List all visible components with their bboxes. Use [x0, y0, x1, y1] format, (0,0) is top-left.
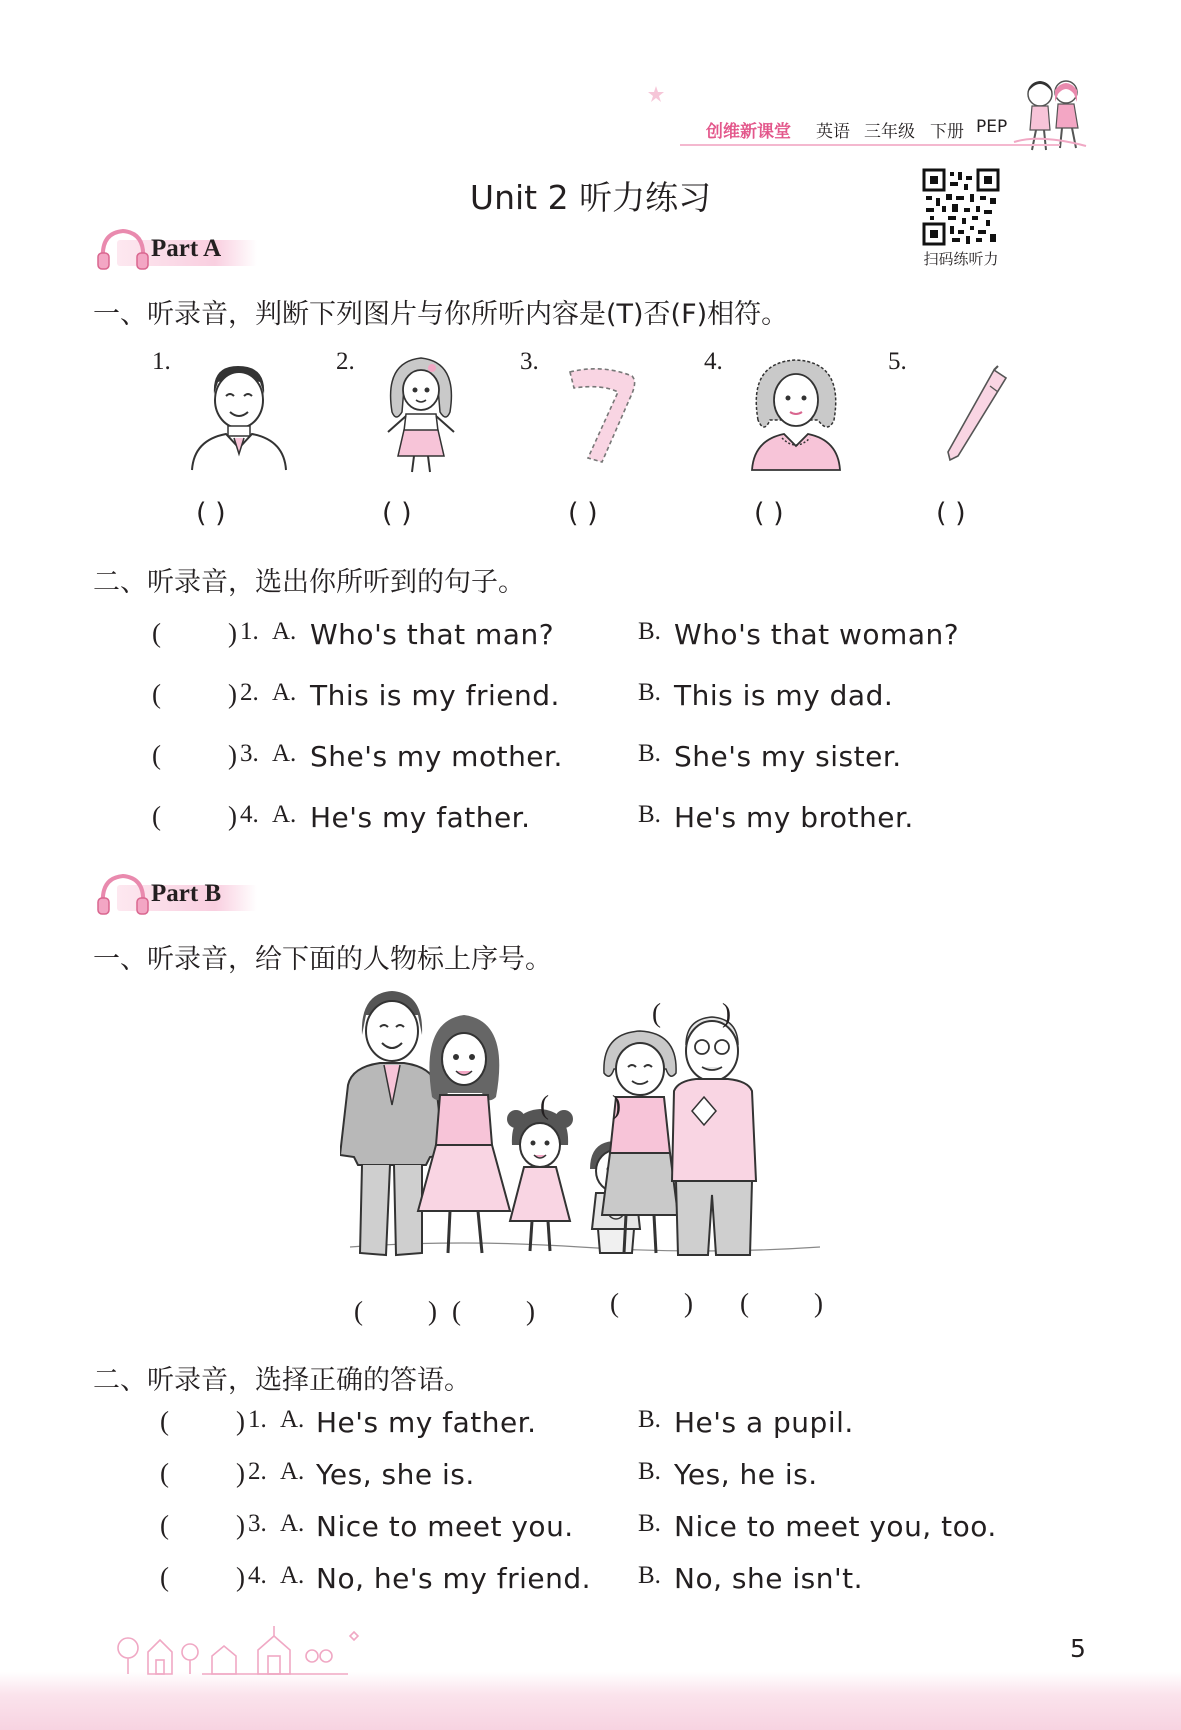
answer-close-paren: ) — [228, 740, 237, 770]
answer-blank[interactable]: ( ) — [568, 498, 598, 529]
option-a-label: A. — [280, 1458, 305, 1485]
label-open-paren[interactable]: ( — [740, 1288, 749, 1318]
part-a-banner — [93, 225, 263, 275]
answer-open-paren[interactable]: ( — [160, 1510, 169, 1540]
answer-close-paren: ) — [228, 618, 237, 648]
question-number: 3. — [240, 740, 259, 767]
village-decoration-icon — [108, 1622, 378, 1678]
label-open-paren[interactable]: ( — [540, 1090, 549, 1120]
question-number: 3. — [248, 1510, 267, 1537]
answer-blank[interactable]: ( ) — [382, 498, 412, 529]
option-a-text: Nice to meet you. — [316, 1510, 574, 1543]
label-close-paren: ) — [612, 1090, 621, 1120]
option-b-text: He's my brother. — [674, 801, 914, 834]
answer-open-paren[interactable]: ( — [152, 801, 161, 831]
page-number: 5 — [1070, 1634, 1086, 1663]
part-b-section1-heading: 一、听录音，给下面的人物标上序号。 — [93, 944, 552, 975]
label-close-paren: ) — [526, 1296, 535, 1326]
answer-close-paren: ) — [228, 679, 237, 709]
option-a-text: She's my mother. — [310, 740, 563, 773]
part-b-section2-heading: 二、听录音，选择正确的答语。 — [93, 1365, 471, 1396]
answer-open-paren[interactable]: ( — [152, 679, 161, 709]
item-number: 1. — [152, 348, 171, 375]
option-b-text: Yes, he is. — [674, 1458, 818, 1491]
option-a-label: A. — [272, 740, 297, 767]
part-b-banner — [93, 870, 263, 920]
option-b-text: He's a pupil. — [674, 1406, 854, 1439]
answer-close-paren: ) — [236, 1458, 245, 1488]
question-number: 2. — [248, 1458, 267, 1485]
part-b-label: Part B — [151, 880, 222, 907]
option-b-label: B. — [638, 1510, 661, 1537]
answer-open-paren[interactable]: ( — [152, 740, 161, 770]
label-close-paren: ) — [814, 1288, 823, 1318]
question-row — [0, 801, 1181, 841]
question-number: 2. — [240, 679, 259, 706]
option-a-label: A. — [280, 1406, 305, 1433]
question-row — [0, 740, 1181, 780]
item-number: 5. — [888, 348, 907, 375]
part-a-label: Part A — [151, 235, 222, 262]
answer-open-paren[interactable]: ( — [160, 1562, 169, 1592]
answer-close-paren: ) — [236, 1562, 245, 1592]
option-b-label: B. — [638, 801, 661, 828]
label-close-paren: ) — [684, 1288, 693, 1318]
question-row — [0, 618, 1181, 658]
option-b-label: B. — [638, 1406, 661, 1433]
question-number: 1. — [240, 618, 259, 645]
label-close-paren: ) — [722, 998, 731, 1028]
headphones-icon — [93, 870, 153, 920]
question-row — [0, 1510, 1181, 1550]
item-number: 2. — [336, 348, 355, 375]
option-a-label: A. — [280, 1562, 305, 1589]
answer-blank[interactable]: ( ) — [936, 498, 966, 529]
family-illustration — [340, 985, 830, 1285]
option-a-text: He's my father. — [316, 1406, 537, 1439]
page-title: Unit 2 听力练习 — [469, 178, 712, 217]
option-b-label: B. — [638, 740, 661, 767]
option-b-text: She's my sister. — [674, 740, 902, 773]
option-a-text: No, he's my friend. — [316, 1562, 592, 1595]
question-number: 4. — [248, 1562, 267, 1589]
question-row — [0, 679, 1181, 719]
answer-open-paren[interactable]: ( — [160, 1406, 169, 1436]
answer-close-paren: ) — [236, 1406, 245, 1436]
option-b-label: B. — [638, 1562, 661, 1589]
answer-blank[interactable]: ( ) — [196, 498, 226, 529]
pen-icon — [938, 364, 1012, 464]
answer-open-paren[interactable]: ( — [160, 1458, 169, 1488]
answer-blank[interactable]: ( ) — [754, 498, 784, 529]
brand-name: 创维新课堂 — [706, 122, 791, 142]
question-row — [0, 1406, 1181, 1446]
number-seven-icon — [562, 362, 642, 468]
footer-band — [0, 1672, 1181, 1730]
answer-open-paren[interactable]: ( — [152, 618, 161, 648]
option-a-text: He's my father. — [310, 801, 531, 834]
option-b-label: B. — [638, 618, 661, 645]
headphones-icon — [93, 225, 153, 275]
item-number: 3. — [520, 348, 539, 375]
label-open-paren[interactable]: ( — [354, 1296, 363, 1326]
question-row — [0, 1562, 1181, 1602]
option-a-label: A. — [272, 801, 297, 828]
option-a-text: This is my friend. — [310, 679, 560, 712]
answer-close-paren: ) — [228, 801, 237, 831]
part-a-section1-heading: 一、听录音，判断下列图片与你所听内容是(T)否(F)相符。 — [93, 299, 789, 330]
volume-label: 下册 — [930, 122, 964, 142]
option-a-text: Who's that man? — [310, 618, 555, 651]
option-a-label: A. — [280, 1510, 305, 1537]
label-open-paren[interactable]: ( — [610, 1288, 619, 1318]
star-decoration-icon — [646, 84, 666, 104]
part-a-section2-heading: 二、听录音，选出你所听到的句子。 — [93, 567, 525, 598]
option-a-text: Yes, she is. — [316, 1458, 475, 1491]
label-open-paren[interactable]: ( — [452, 1296, 461, 1326]
label-open-paren[interactable]: ( — [652, 998, 661, 1028]
subject-label: 英语 — [816, 122, 850, 142]
item-number: 4. — [704, 348, 723, 375]
header-divider — [680, 144, 1060, 146]
edition-label: PEP — [976, 117, 1008, 137]
option-b-text: This is my dad. — [674, 679, 894, 712]
girl-figure-icon — [376, 352, 466, 476]
woman-portrait-icon — [748, 354, 844, 472]
qr-code-icon[interactable] — [922, 168, 1000, 246]
question-row — [0, 1458, 1181, 1498]
option-b-text: Who's that woman? — [674, 618, 960, 651]
label-close-paren: ) — [428, 1296, 437, 1326]
qr-caption: 扫码练听力 — [923, 250, 999, 268]
question-number: 4. — [240, 801, 259, 828]
option-b-text: No, she isn't. — [674, 1562, 864, 1595]
option-a-label: A. — [272, 679, 297, 706]
option-b-label: B. — [638, 679, 661, 706]
grade-label: 三年级 — [864, 122, 915, 142]
option-b-text: Nice to meet you, too. — [674, 1510, 997, 1543]
option-b-label: B. — [638, 1458, 661, 1485]
header-kids-icon — [1010, 72, 1090, 154]
option-a-label: A. — [272, 618, 297, 645]
question-number: 1. — [248, 1406, 267, 1433]
answer-close-paren: ) — [236, 1510, 245, 1540]
man-portrait-icon — [186, 356, 292, 472]
